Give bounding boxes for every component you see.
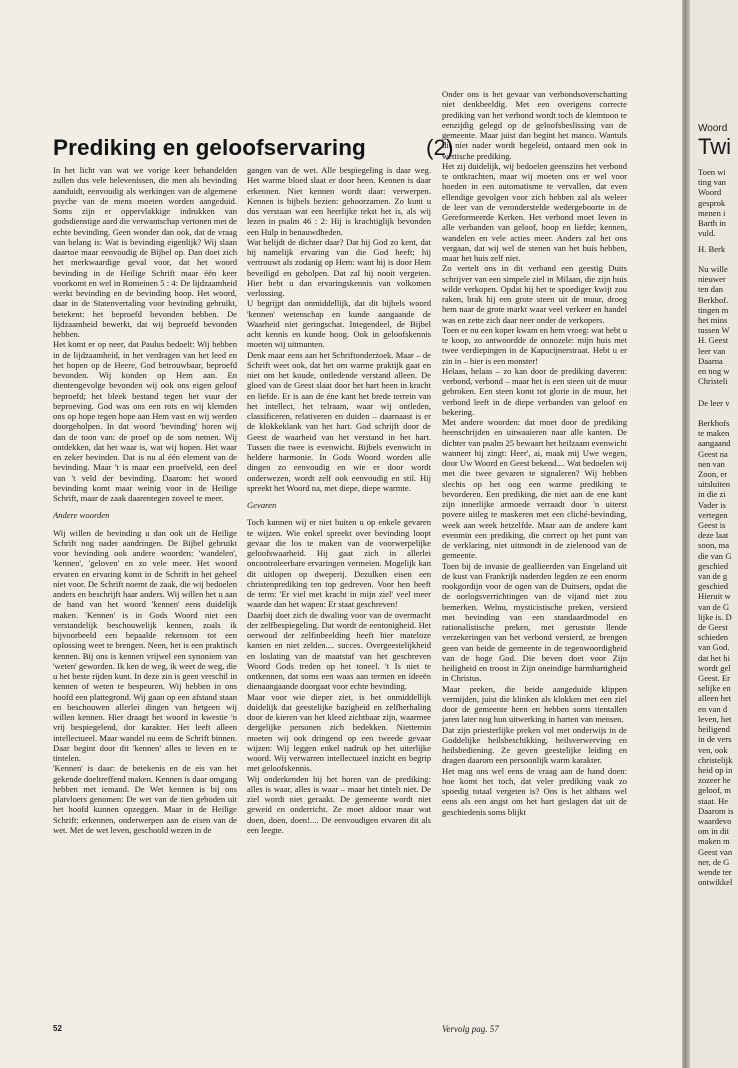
paragraph: Dat zijn priesterlijke preken vol met onderwijs in de Goddelijke heilsbeschikking, heilsverwerving en heilsbediening. Ze geven geestelijke leiding en dragen daarom een persoonlijk warm karakter. [442, 724, 627, 766]
adjacent-text-line: vertegen [698, 509, 728, 520]
page-number: 52 [53, 1024, 62, 1033]
text-column-1 [53, 165, 237, 1015]
adjacent-text-line: Geest na [698, 448, 728, 459]
adjacent-text-line: en nog w [698, 366, 730, 377]
adjacent-text-bottom [698, 418, 738, 887]
adjacent-text-line: maken m [698, 836, 730, 847]
adjacent-page [690, 0, 738, 1068]
adjacent-text-line: Zoon, er [698, 469, 728, 480]
adjacent-text-line: aangaand [698, 438, 731, 449]
adjacent-text-line: geschied [698, 560, 729, 571]
adjacent-kicker: Woord [698, 123, 728, 134]
paragraph: Het mag ons wel eens de vraag aan de hand doen: hoe komt het toch, dat veler prediking vaak zo spoedig totaal vergeten is? Ons is het althans wel eens als een angst om het hart geslagen dat uit de geschiedenis soms blijkt [442, 765, 627, 817]
adjacent-text-line: wordt gel [698, 662, 731, 673]
adjacent-text-line: leer van [698, 345, 726, 356]
adjacent-text-line: Vader is [698, 499, 726, 510]
adjacent-text-line: tingen m [698, 304, 729, 315]
adjacent-text-line: uitsluiten [698, 479, 730, 490]
adjacent-text-line: Toen wi [698, 167, 726, 177]
adjacent-text-line: Nu wille [698, 264, 728, 274]
adjacent-text-line: deze laat [698, 530, 729, 541]
paragraph: Daarbij doet zich de dwaling voor van de overmacht der zelfbespiegeling. Dat wordt de eentonigheid. Het oerwoud der zelfinbeelding heeft hier mateloze kansen en niet zelden.... succes. Overgeestelijkheid en loslating van de maatstaf van het geschreven Woord Gods treden op het toneel. 't Is niet te ontkennen, dat soms een waas aan termen en ideeën dienaangaande doorgaat voor echte bevinding. [247, 609, 431, 692]
adjacent-title: Twi [698, 134, 731, 159]
adjacent-text-line: zozeer he [698, 775, 731, 786]
adjacent-text-line: ten dan [698, 284, 724, 295]
subheading: Gevaren [247, 500, 277, 510]
adjacent-text-line: heiligend [698, 724, 730, 735]
adjacent-text-line: Geest van [698, 846, 733, 857]
adjacent-text-line: om in dit [698, 826, 730, 837]
adjacent-text-line: Geest. Er [698, 673, 730, 684]
adjacent-text-line: Daarna [698, 355, 723, 366]
paragraph: Maar preken, die beide aangeduide klippen vermijden, juist die klinken als klokken met een ziel door de gemeente heen en hebben soms tientallen jaren later nog hun uitwerking in harten van mensen. [442, 683, 627, 725]
adjacent-subhead: De leer v [698, 398, 730, 408]
adjacent-text-line: van de g [698, 571, 728, 582]
adjacent-text-line: tussen W [698, 325, 730, 336]
adjacent-byline: H. Berk [698, 244, 726, 254]
adjacent-text-line: Woord [698, 187, 722, 198]
text-column-2 [247, 165, 431, 1015]
paragraph: gangen van de wet. Alle bespiegeling is daar weg. Het warme bloed slaat er door heen. Kennen is daar erkennen. Niet kennen wordt daar: verwerpen. Kennen is bijbels bezien: gehoorzamen. Zo kunt u dus verstaan wat een heerlijke tekst het is, als wij lezen in psalm 46 : 2: Hij is krachtiglijk bevonden een Hulp in benauwdheden. [247, 165, 431, 237]
adjacent-text-line: ting van [698, 177, 726, 188]
adjacent-text-line: Daarom is [698, 805, 734, 816]
adjacent-text-line: en van d [698, 703, 728, 714]
paragraph: Toen er nu een koper kwam en hem vroeg: wat hebt u te koop, zo antwoordde de onnozele: mijn huis met twee verdiepingen in de Kapucijnerstraat. Hebt u er zin in – hier is een monster! [442, 324, 627, 366]
adjacent-text-line: nen van [698, 458, 725, 469]
adjacent-text-line: waardevo [698, 815, 732, 826]
adjacent-text-line: menen i [698, 207, 726, 218]
adjacent-text-line: van de G [698, 601, 730, 612]
adjacent-text-line: vuld. [698, 228, 716, 239]
paragraph: Onder ons is het gevaar van verbondsoverschatting niet denkbeeldig. Met een overigens correcte prediking van het verbond wordt toch de klemtoon te eenzijdig gelegd op de geloofsbeslissing van de gemeente. Maar juist dan begint het manco. Wantuls dit niet nader wordt begeleid, ontaard men ook in wettische prediking. [442, 89, 627, 161]
adjacent-text-line: de Geest [698, 622, 728, 633]
adjacent-text-line: soon, ma [698, 540, 730, 551]
adjacent-text-top [698, 167, 738, 238]
adjacent-text-line: het mins [698, 315, 728, 326]
adjacent-text-line: gesprok [698, 197, 726, 208]
paragraph: 'Kennen' is daar: de betekenis en de eis van het gekende doeltreffend maken. Kennen is daar omgang hebben met iemand. De Wet kennen is bij ons platvloers genomen: De wet van de tien geboden uit het hoofd kunnen opzeggen. Maar in de Heilige Schrift: erkennen, onderwerpen aan de eisen van de wet. Met de wet leven, geschoold wezen in de [53, 763, 237, 835]
adjacent-text-line: in die zi [698, 489, 726, 500]
adjacent-text-mid [698, 264, 738, 376]
paragraph: Wij onderkenden bij het horen van de prediking: alles is waar, alles is waar – maar het tintelt niet. De ziel wordt niet geraakt. De gemeente wordt niet geweid en onderricht. Ze moet aldoor maar wat doen, doen, doen!.... De eenvoudigen ervaren dit als een leegte. [247, 773, 431, 835]
paragraph: In het licht van wat we vorige keer behandelden zullen dus vele belevenissen, die men als bevinding aanduidt, eenvoudig als werkingen van de algemene psyche van de mens moeten worden aangeduid. Soms zijn er oppervlakkige indrukken van godsdienstige aard die verwantschap vertonen met de echte bevinding. Geen wonder dan ook, dat de vraag van belang is: Wat is bevinding eigenlijk? Wij slaan daartoe maar eenvoudig de Bijbel op. Dan doet zich het merkwaardige geval voor, dat het woord bevinding in de Heilige Schrift maar één keer voorkomt en wel in Romeinen 5 : 4: De lijdzaamheid werkt bevinding en de bevinding hoop. Het woord, daar in de Statenvertaling voor bevinding gebruikt, betekent: het beproefd bevonden hebben. De lijdzaamheid bewerkt, dat wij beproefd bevonden hebben. [53, 165, 237, 339]
adjacent-text-line: te maken [698, 428, 730, 439]
paragraph: Zo vertelt ons in dit verband een geestig Duits schrijver van een simpele ziel in Milaan, die zijn huis wilde verkopen. Opdat hij het te spoediger kwijt zou raken, brak hij een grote steen uit de muur, droeg hem naar de grote markt waar veel verkeer en handel was en zette zich daar neer onder de verkopers. [442, 263, 627, 325]
paragraph: Wat belijdt de dichter daar? Dat hij God zo kent, dat hij namelijk ervaring van die God heeft; hij vertrouwt als zodanig op Hem: want hij is door Hem beveiligd en geholpen. Dat zal hij nooit vergeten. Hier hebt u dan ervaringskennis van volkomen verlossing. [247, 236, 431, 298]
adjacent-text-line: Barth in [698, 218, 726, 229]
paragraph: Denk maar eens aan het Schriftonderzoek. Maar – de Schrift weet ook, dat het om warme praktijk gaat en niet om het koude, ontledende verstand alleen. De gloed van de Geest slaat door het hart heen in kracht en liefde. Er is aan de éne kant het brede terrein van het intellect, het telraam, waar wij ontleden, classificeren, relativeren en duiden – daarnaast is er de klokkeklank van het hart. God schrijft door de Geest de waarheid van het verstand in het hart. Tussen die twee is evenwicht. Bijbels evenwicht in heldere harmonie. In Gods Woord worden alle dingen zo eenvoudig en wie er door wordt onderwezen, wordt zelf ook eenvoudig en stil. Hij spreekt het Woord na, met diepe, diepe warmte. [247, 349, 431, 493]
adjacent-text-line: ven, ook [698, 744, 728, 755]
paragraph: Met andere woorden: dat moet door de prediking heenschrijden en uitwaaieren naar alle kanten. De dichter van psalm 25 bewaart het heilzaam evenwicht wanneer hij zingt: Heer', ai, maak mij Uwe wegen, door Uw Woord en Geest bekend.... Wat bedoelen wij met die twee gevaren te signaleren? Wij hebben slechts op het oog een warme prediking te bevorderen. Een prediking, die niet aan de ene kant zijn innerlijke armoede verraadt door 'n uiterst povere uitleg te maskeren met een cliché-bevinding, week aan week hetzelfde. Maar aan de andere kant evenmin een prediking, die correct op het punt van de verklaring, niet uitmondt in de zielenood van de gemeente. [442, 417, 627, 561]
adjacent-text-line: wende ter [698, 866, 732, 877]
adjacent-text-line: heid op in [698, 764, 733, 775]
adjacent-text-line: leven, het [698, 713, 732, 724]
adjacent-text-line: ontwikkel [698, 877, 733, 888]
adjacent-text-line: H. Geest [698, 335, 729, 346]
paragraph: Wij willen de bevinding u dan ook uit de Heilige Schrift nog nader aandringen. De Bijbel gebruikt voor bevinding ook andere woorden: 'wandelen', 'kennen', 'geloven' en zo vele meer. Het woord ervaren en ervaring komt in de Schrift in het geheel niet voor. De Schrift noemt de zaak, die wij bedoelen anders en beschrijft haar anders. Wij willen het u aan de hand van het woord 'kennen' eens duidelijk maken. 'Kennen' is in Gods Woord niet een verstandelijk beschouwelijk kennen, zoals ik bijvoorbeeld een bepaalde rekensom tot een oplossing weet te brengen. Neen, het is een praktisch kennen. Bij ons is kennen vrijwel een synoniem van 'weten' geworden. Ik ken de weg, ik weet de weg, die u het beste rijden kunt. In deze zin is geen verschil in kennen of weten te bespeuren. Wij hebben in ons hoofd een plattegrond. Wij gaan op een afstand staan en beschouwen allerlei dingen van hetgeen wij willen kennen. Hier draagt het woord in kwestie 'n vrij bespiegelend, dor karakter. Het leeft alleen intellectueel. Maar wandel nu eens de Schrift binnen. Daar begint door dit 'kennen' alles te leven en te tintelen. [53, 527, 237, 763]
adjacent-text-line: nieuwer [698, 274, 726, 285]
adjacent-text-line: Berkhof. [698, 294, 729, 305]
adjacent-text-line: van God. [698, 642, 730, 653]
adjacent-text-line: geloof, m [698, 785, 731, 796]
article-title: Prediking en geloofservaring [53, 135, 366, 160]
paragraph: Maar voor wie dieper ziet, is het onmiddellijk duidelijk dat geestelijke bazigheid en zelfherhaling door de kieren van het kleed zichtbaar zijn, waarmee dergelijke personen zich bedekken. Niettemin moeten wij ook dringend op een tweede gevaar wijzen: Wij leggen enkel nadruk op het uiterlijke woord. Wij verwarren intellectueel inzicht en begrip met geloofskennis. [247, 691, 431, 774]
article-part-number: (2) [426, 135, 454, 160]
adjacent-text-line: lijke is. D [698, 611, 732, 622]
adjacent-text-line: die van G [698, 550, 732, 561]
paragraph: Helaas, helaas – zo kan door de prediking daveren: verbond, verbond – maar het is een steen uit de muur gebroken. Een steen komt tot glorie in de muur, het verbond leeft in de diepe verbanden van geloof en bekering. [442, 365, 627, 417]
adjacent-text-line: dat het hi [698, 652, 730, 663]
adjacent-text-line: Hieruit w [698, 591, 731, 602]
adjacent-text-line: schieden [698, 632, 729, 643]
text-column-3 [442, 89, 627, 1019]
adjacent-text-line: in de vers [698, 734, 732, 745]
adjacent-text-line: Berkhofs [698, 418, 730, 428]
adjacent-text-line: Geest is [698, 520, 726, 531]
adjacent-text-line: staat. He [698, 795, 729, 806]
paragraph: Toen bij de invasie de geallieerden van Engeland uit de kust van Frankrijk naderden legden ze een enorm rookgordijn voor de ogen van de Duitsers, opdat die de oorlogsverrichtingen van de vijand niet zou bemerken. Welnu, mysticistische preken, versierd met bevinding van een standaardmodel en rationalistische preken, met gerustste llende verzekeringen van het verbond versierd, ze brengen geen van beide de gemeente in de tegenwoordigheid van de hoge God. Die beven doet voor Zijn heiligheid en troost in Zijn oneindige barmhartigheid in Christus. [442, 560, 627, 684]
adjacent-text-line: selijke en [698, 683, 731, 694]
paragraph: Toch kunnen wij er niet buiten u op enkele gevaren te wijzen. Wie enkel spreekt over bevinding loopt gevaar die los te maken van de voorwerpelijke geloofswaarheid. Hij gaat zich in allerlei oncontroleerbare ervaringen vermeien. Mogelijk kan dit uitlopen op dweperij. Dezulken eisen een christenprediking ten top gedreven. Voor hen heeft de term: 'Er viel met kracht in mijn ziel' veel meer waarde dan het wapen: Er staat geschreven! [247, 517, 431, 610]
paragraph: Het zij duidelijk, wij bedoelen geenszins het verbond te ontkrachten, maar wij moeten ons er wel voor hoeden in een automatisme te vervallen, dat even ellendige gevolgen voor zich hebben zal als weleer de leer van de veronderstelde wedergeboorte in de Gereformeerde Kerken. Het verbond moet leven in alle verbanden van geloof, hoop en liefde; kennen, wandelen en vele acties meer. Anders zal het ons vergaan, dat wij wel de stenen van het huis hebben, maar het huis zelf niet. [442, 160, 627, 263]
adjacent-text-line: ner, de G [698, 856, 730, 867]
page-gutter [682, 0, 690, 1068]
paragraph: U begrijpt dan onmiddellijk, dat dit bijbels woord 'kennen' wetenschap en kunde aangaande de Waarheid niet geringschat. Integendeel, de Bijbel acht kennis en kunde hoog. Ook in geloofskennis moeten wij uitmunten. [247, 298, 431, 350]
adjacent-text-line: geschied [698, 581, 729, 592]
continued-note: Vervolg pag. 57 [442, 1024, 499, 1034]
adjacent-text-line: christelijk [698, 754, 733, 765]
adjacent-italic-line: Christeli [698, 376, 728, 386]
paragraph: Het komt er op neer, dat Paulus bedoelt: Wij hebben in de lijdzaamheid, in het verdragen van het leed en het hopen op de Heere, God betrouwbaar, beproefd bevonden. Wij konden op Hem aan. En dientengevolge bevonden wij ook ons eigen geloof beproefd; het bleek bestand tegen het vuur der beproeving. God was ons een rots en wij klemden ons op hope tegen hope aan Hem vast en wij werden doorgeholpen. In dat woord 'bevinding' horen wij dan de toon van: de proef op de som nemen. Wij ontdekken, dat het waar is, wat wij hopen. Het waar en zeker bevinden. Dat is nu al één element van de bevinding. Maar 't is maar een proefveld, een deel van 't veld der bevinding. Daarom: het woord bevinding komt maar weinig voor in de Heilige Schrift, maar de zaak daarentegen zoveel te meer. [53, 339, 237, 503]
adjacent-text-line: alleen het [698, 693, 732, 704]
subheading: Andere woorden [53, 510, 110, 521]
